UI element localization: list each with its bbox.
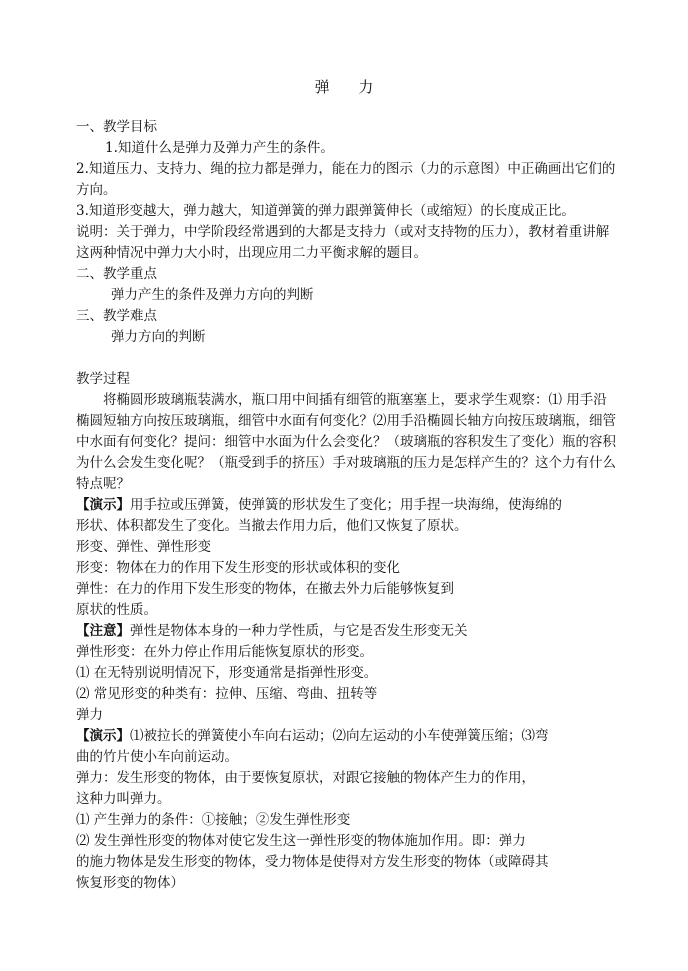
objective-1: 1.知道什么是弹力及弹力产生的条件。	[105, 140, 334, 156]
process-intro: 将椭圆形玻璃瓶装满水，瓶口用中间插有细管的瓶塞塞上，要求学生观察：⑴ 用手沿椭圆短轴方向按压玻璃瓶，细管中水面有何变化？⑵用手沿椭圆长轴方向按压玻璃瓶，细管中水面有何变化？提问：细管中水面为什么会变化？（玻璃瓶的容积发生了变化）瓶的容积为什么会发生变化呢？（瓶受到手的挤压）手对玻璃瓶的压力是怎样产生的？这个力有什么特点呢？	[76, 392, 616, 492]
subheading-elastic-force: 弹力	[76, 707, 103, 723]
direction-point-line-3: 恢复形变的物体）	[76, 875, 184, 891]
condition-point: ⑴ 产生弹力的条件：①接触；②发生弹性形变	[76, 812, 351, 828]
demo-2-line-1: 【演示】⑴被拉长的弹簧使小车向右运动；⑵向左运动的小车使弹簧压缩；⑶弯	[76, 728, 549, 744]
key-point: 弹力产生的条件及弹力方向的判断	[111, 287, 314, 303]
subheading-deformation: 形变、弹性、弹性形变	[76, 539, 211, 555]
definition-deformation: 形变：物体在力的作用下发生形变的形状或体积的变化	[76, 560, 400, 576]
definition-elastic-force-line-1: 弹力：发生形变的物体，由于要恢复原状，对跟它接触的物体产生力的作用，	[76, 770, 535, 786]
point-2: ⑵ 常见形变的种类有：拉伸、压缩、弯曲、扭转等	[76, 686, 378, 702]
definition-elastic-force-line-2: 这种力叫弹力。	[76, 791, 171, 807]
document-body	[76, 117, 616, 894]
section-heading-objectives: 一、教学目标	[76, 119, 157, 135]
page-title: 弹 力	[314, 78, 386, 96]
demo-1-line-2: 形状、体积都发生了变化。当撤去作用力后，他们又恢复了原状。	[76, 518, 468, 534]
note-tag: 【注意】	[76, 623, 130, 639]
demo-tag: 【演示】	[76, 497, 130, 513]
direction-point-line-1: ⑵ 发生弹性形变的物体对使它发生这一弹性形变的物体施加作用。即：弹力	[76, 833, 526, 849]
objective-note: 说明：关于弹力，中学阶段经常遇到的大都是支持力（或对支持物的压力），教材着重讲解这两种情况中弹力大小时，出现应用二力平衡求解的题目。	[76, 224, 610, 261]
definition-elasticity-line-2: 原状的性质。	[76, 602, 157, 618]
note-elasticity: 【注意】弹性是物体本身的一种力学性质，与它是否发生形变无关	[76, 623, 468, 639]
section-heading-key-points: 二、教学重点	[76, 266, 157, 282]
point-1: ⑴ 在无特别说明情况下，形变通常是指弹性形变。	[76, 665, 378, 681]
definition-elasticity-line-1: 弹性：在力的作用下发生形变的物体，在撤去外力后能够恢复到	[76, 581, 454, 597]
demo-1-line-1: 【演示】用手拉或压弹簧，使弹簧的形状发生了变化；用手捏一块海绵，使海绵的	[76, 497, 562, 513]
definition-elastic-deformation: 弹性形变：在外力停止作用后能恢复原状的形变。	[76, 644, 373, 660]
section-heading-difficulties: 三、教学难点	[76, 308, 157, 324]
direction-point-line-2: 的施力物体是发生形变的物体，受力物体是使得对方发生形变的物体（或障碍其	[76, 854, 549, 870]
objective-2: 2.知道压力、支持力、绳的拉力都是弹力，能在力的图示（力的示意图）中正确画出它们的方向。	[76, 161, 616, 198]
demo-2-line-2: 曲的竹片使小车向前运动。	[76, 749, 238, 765]
section-heading-process: 教学过程	[76, 371, 130, 387]
difficulty: 弹力方向的判断	[111, 329, 206, 345]
objective-3: 3.知道形变越大，弹力越大，知道弹簧的弹力跟弹簧伸长（或缩短）的长度成正比。	[76, 203, 575, 219]
demo-tag: 【演示】	[76, 728, 130, 744]
